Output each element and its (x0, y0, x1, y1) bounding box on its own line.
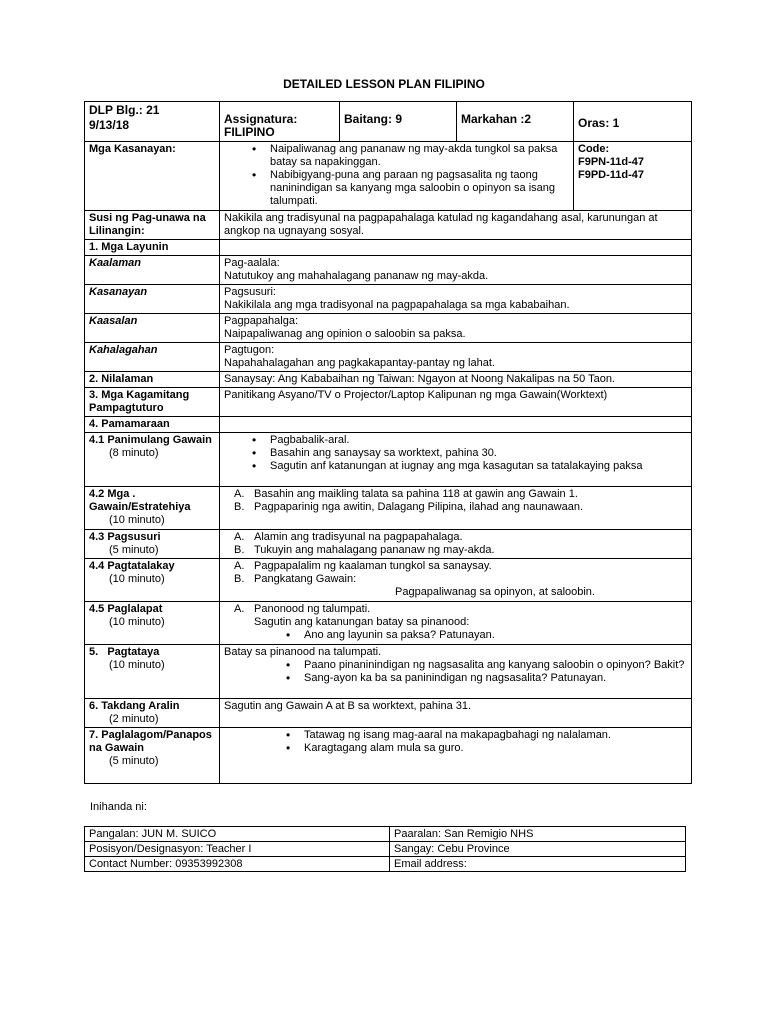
assignatura-value: FILIPINO (224, 125, 275, 139)
list-item: • Ano ang layunin sa paksa? Patunayan. (224, 629, 686, 642)
pamamaraan-label: 4. Pamamaraan (85, 417, 220, 433)
paglalagom-time: (5 minuto) (109, 755, 159, 767)
list-item: • Paano pinaninindigan ng nagsasalita ang kanyang saloobin o opinyon? Bakit? (224, 659, 686, 672)
pagsusuri-content (220, 530, 692, 559)
list-marker: B. (234, 501, 245, 513)
pamamaraan-empty (220, 417, 692, 433)
panimula-content (220, 433, 692, 487)
list-text: Basahin ang maikling talata sa pahina 118 at gawin ang Gawain 1. (254, 488, 578, 500)
assignatura-label: Assignatura: (224, 112, 298, 126)
list-item: • Naipaliwanag ang pananaw ng may-akda tungkol sa paksa batay sa napakinggan. (224, 143, 568, 169)
list-item (224, 488, 686, 501)
list-item (224, 544, 686, 557)
dlp-cell (85, 102, 220, 142)
nilalaman-text: Sanaysay: Ang Kababaihan ng Taiwan: Ngayon at Noong Nakalipas na 50 Taon. (220, 372, 692, 388)
kaasalan-label: Kaasalan (85, 314, 220, 343)
list-item (224, 501, 686, 514)
takdang-label: 6. Takdang Aralin (89, 700, 180, 712)
pagtataya-time: (10 minuto) (109, 659, 165, 671)
pagtatalakay-label: 4.4 Pagtatalakay (89, 560, 175, 572)
list-item: • Pagbabalik-aral. (224, 434, 686, 447)
list-text: Alamin ang tradisyunal na pagpapahalaga. (254, 531, 463, 543)
assignatura-cell (220, 102, 340, 142)
pagsusuri-time: (5 minuto) (109, 544, 159, 556)
objective-text: Naipapaliwanag ang opinion o saloobin sa paksa. (224, 328, 466, 340)
kasanayan-obj-label: Kasanayan (85, 285, 220, 314)
takdang-time: (2 minuto) (109, 713, 159, 725)
list-item: • Basahin ang sanaysay sa worktext, pahina 30. (224, 447, 686, 460)
kaasalan-content (220, 314, 692, 343)
layunin-empty (220, 240, 692, 256)
prepared-by-label: Inihanda ni: (90, 801, 147, 813)
list-marker: B. (234, 544, 245, 556)
pagtatalakay-label-cell (85, 559, 220, 602)
list-item: • Tatawag ng isang mag-aaral na makapagbahagi ng nalalaman. (224, 729, 686, 742)
posisyon-cell: Posisyon/Designasyon: Teacher I (85, 842, 390, 857)
paaralan-cell: Paaralan: San Remigio NHS (390, 827, 686, 842)
objective-head: Pagpapahalga: (224, 315, 299, 327)
page-title: DETAILED LESSON PLAN FILIPINO (283, 77, 485, 91)
list-text: Tukuyin ang mahalagang pananaw ng may-akda. (254, 544, 495, 556)
list-text: Pagpaparinig nga awitin, Dalagang Pilipina, ilahad ang naunawaan. (254, 501, 584, 513)
susi-text: Nakikila ang tradisyunal na pagpapahalaga katulad ng kagandahang asal, karunungan at angkop na ugnayang sosyal. (220, 211, 692, 240)
objective-text: Nakikilala ang mga tradisyonal na pagpapahalaga sa mga kababaihan. (224, 299, 570, 311)
pangalan-cell: Pangalan: JUN M. SUICO (85, 827, 390, 842)
takdang-label-cell (85, 699, 220, 728)
kasanayan-label: Mga Kasanayan: (85, 142, 220, 211)
kaalaman-content (220, 256, 692, 285)
signature-table (84, 826, 686, 872)
contact-cell: Contact Number: 09353992308 (85, 857, 390, 872)
list-item: • Sang-ayon ka ba sa paninindigan ng nagsasalita? Patunayan. (224, 672, 686, 685)
pagtataya-label-cell (85, 645, 220, 699)
paglalagom-content (220, 728, 692, 784)
list-item: • Sagutin anf katanungan at iugnay ang mga kasagutan sa tatalakaying paksa (224, 460, 686, 473)
pagtataya-content (220, 645, 692, 699)
panimula-time: (8 minuto) (109, 447, 159, 459)
dlp-date: 9/13/18 (89, 118, 130, 132)
susi-label: Susi ng Pag-unawa na Lilinangin: (85, 211, 220, 240)
lesson-plan-table (84, 101, 692, 784)
kahalagahan-label: Kahalagahan (85, 343, 220, 372)
kaalaman-label: Kaalaman (85, 256, 220, 285)
paglalapat-content (220, 602, 692, 645)
pagtatalakay-time: (10 minuto) (109, 573, 165, 585)
list-marker: A. (234, 603, 245, 615)
dlp-number: DLP Blg.: 21 (89, 103, 160, 117)
markahan-cell: Markahan :2 (457, 102, 574, 142)
list-item (224, 531, 686, 544)
kagamitan-text: Panitikang Asyano/TV o Projector/Laptop Kalipunan ng mga Gawain(Worktext) (220, 388, 692, 417)
kasanayan-content (220, 142, 574, 211)
list-item (224, 603, 686, 616)
sangay-cell: Sangay: Cebu Province (390, 842, 686, 857)
pagtatalakay-content (220, 559, 692, 602)
panimula-label-cell (85, 433, 220, 487)
paglalapat-label: 4.5 Paglalapat (89, 603, 163, 615)
baitang-cell: Baitang: 9 (340, 102, 457, 142)
list-text: Pangkatang Gawain: (254, 573, 357, 585)
layunin-label: 1. Mga Layunin (85, 240, 220, 256)
pagtataya-text: Batay sa pinanood na talumpati. (224, 646, 382, 658)
kahalagahan-content (220, 343, 692, 372)
email-cell: Email address: (390, 857, 686, 872)
paglalagom-label: 7. Paglalagom/Panapos na Gawain (89, 729, 212, 754)
oras-cell: Oras: 1 (574, 102, 692, 142)
pagsusuri-label-cell (85, 530, 220, 559)
takdang-text: Sagutin ang Gawain A at B sa worktext, pahina 31. (220, 699, 692, 728)
objective-head: Pag-aalala: (224, 257, 280, 269)
list-item (224, 573, 686, 586)
list-item: • Karagtagang alam mula sa guro. (224, 742, 686, 755)
kasanayan-obj-content (220, 285, 692, 314)
gawain-label-cell (85, 487, 220, 530)
paglalapat-sub: Sagutin ang katanungan batay sa pinanood: (254, 616, 470, 628)
panimula-label: 4.1 Panimulang Gawain (89, 434, 212, 446)
gawain-time: (10 minuto) (109, 514, 165, 526)
list-text: Pagpapalalim ng kaalaman tungkol sa sanaysay. (254, 560, 492, 572)
list-marker: B. (234, 573, 245, 585)
gawain-content (220, 487, 692, 530)
list-marker: A. (234, 531, 245, 543)
paglalagom-label-cell (85, 728, 220, 784)
gawain-label: 4.2 Mga . Gawain/Estratehiya (89, 488, 191, 513)
list-marker: A. (234, 560, 245, 572)
kagamitan-label: 3. Mga Kagamitang Pampagtuturo (85, 388, 220, 417)
list-item (224, 560, 686, 573)
nilalaman-label: 2. Nilalaman (85, 372, 220, 388)
objective-head: Pagtugon: (224, 344, 275, 356)
code-label: Code: (578, 143, 610, 155)
paglalapat-label-cell (85, 602, 220, 645)
objective-text: Natutukoy ang mahahalagang pananaw ng may-akda. (224, 270, 489, 282)
list-item: • Nabibigyang-puna ang paraan ng pagsasalita ng taong naninindigan sa kanyang mga saloobin o opinyon sa isang talumpati. (224, 169, 568, 208)
objective-text: Napahahalagahan ang pagkakapantay-pantay ng lahat. (224, 357, 495, 369)
code-value: F9PN-11d-47 (578, 156, 645, 168)
code-cell (574, 142, 692, 211)
pagsusuri-label: 4.3 Pagsusuri (89, 531, 161, 543)
pagtataya-label: 5. Pagtataya (89, 646, 160, 658)
objective-head: Pagsusuri: (224, 286, 276, 298)
list-text: Panonood ng talumpati. (254, 603, 371, 615)
code-value: F9PD-11d-47 (578, 169, 645, 181)
pagtatalakay-extra: Pagpapaliwanag sa opinyon, at saloobin. (395, 586, 595, 598)
list-marker: A. (234, 488, 245, 500)
paglalapat-time: (10 minuto) (109, 616, 165, 628)
